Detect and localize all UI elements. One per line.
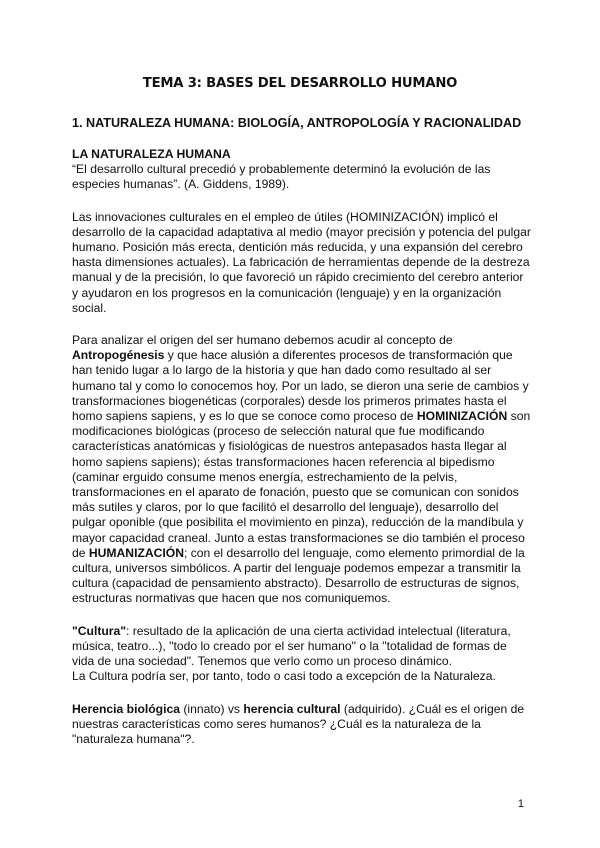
paragraph-origen [72, 333, 532, 607]
paragraph-cultura-conclusion: La Cultura podría ser, por tanto, todo o casi todo a excepción de la Naturaleza. [72, 669, 496, 684]
term-antropogenesis: Antropogénesis [72, 348, 165, 363]
term-herencia-biologica: Herencia biológica [72, 701, 180, 716]
term-herencia-cultural: herencia cultural [243, 701, 341, 716]
text-span: y que hace alusión a diferentes procesos de transformación que han tenido lugar a lo largo de la historia y que han dado como resultado al ser humano tal y como lo conocemos hoy. Por un lado, se dieron una serie de cambios y transformaciones biogenéticas (corporales) desde los primeros primates hasta el homo sapiens sapiens, y es lo que se conoce como proceso de [72, 348, 529, 424]
paragraph-innovaciones: Las innovaciones culturales en el empleo de útiles (HOMINIZACIÓN) implicó el desarrollo de la capacidad adaptativa al medio (mayor precisión y potencia del pulgar humano. Posición más erecta, dentición más reducida, y una expansión del cerebro hasta dimensiones actuales). La fabricación de herramientas depende de la destreza manual y de la precisión, lo que favoreció un rápido crecimiento del cerebro anterior y ayudaron en los progresos en la comunicación (lenguaje) y en la organización social. [72, 209, 531, 315]
document-body [72, 147, 532, 747]
term-humanizacion: HUMANIZACIÓN [88, 545, 184, 560]
text-span: (innato) vs [179, 701, 244, 716]
text-span: ; con el desarrollo del lenguaje, como elemento primordial de la cultura, universos simbólicos. A partir del lenguaje podemos empezar a transmitir la cultura (capacidad de pensamiento abstracto). Desarrollo de estructuras de signos, estructuras normativas que hacen que nos comuniquemos. [72, 545, 525, 606]
paragraph-cultura [72, 624, 532, 670]
text-span: Para analizar el origen del ser humano debemos acudir al concepto de [72, 333, 453, 348]
subheading: LA NATURALEZA HUMANA [72, 147, 231, 161]
quote-paragraph: “El desarrollo cultural precedió y probablemente determinó la evolución de las especies humanas”. (A. Giddens, 1989). [72, 162, 491, 192]
paragraph-herencia [72, 702, 532, 748]
text-span: son modificaciones biológicas (proceso de selección natural que fue modificando características anatómicas y fisiológicas de nuestros antepasados hasta llegar al homo sapiens sapiens); éstas transformaciones hacen referencia al bipedismo (caminar erguido consume menos energía, estrechamiento de la pelvis, transformaciones en el aparato de fonación, puesto que se comunican con sonidos más sutiles y claros, por lo que facilitó el desarrollo del lenguaje), desarrollo del pulgar oponible (que posibilita el movimiento en pinza), reducción de la mandíbula y mayor capacidad craneal. Junto a estas transformaciones se dio también el proceso de [72, 409, 531, 560]
document-title: TEMA 3: BASES DEL DESARROLLO HUMANO [142, 76, 458, 91]
page-number: 1 [517, 798, 524, 810]
text-span: : resultado de la aplicación de una cierta actividad intelectual (literatura, música, teatro...), "todo lo creado por el ser humano" o la "totalidad de formas de vida de una sociedad". Tenemos que verlo como un proceso dinámico. [72, 623, 511, 669]
term-hominizacion: HOMINIZACIÓN [416, 409, 508, 424]
term-cultura: "Cultura" [72, 623, 127, 638]
section-heading: 1. NATURALEZA HUMANA: BIOLOGÍA, ANTROPOLOGÍA Y RACIONALIDAD [72, 116, 522, 130]
text-span: (adquirido). ¿Cuál es el origen de nuestras características como seres humanos? ¿Cuál es la naturaleza de la "naturaleza humana"?. [72, 701, 525, 746]
